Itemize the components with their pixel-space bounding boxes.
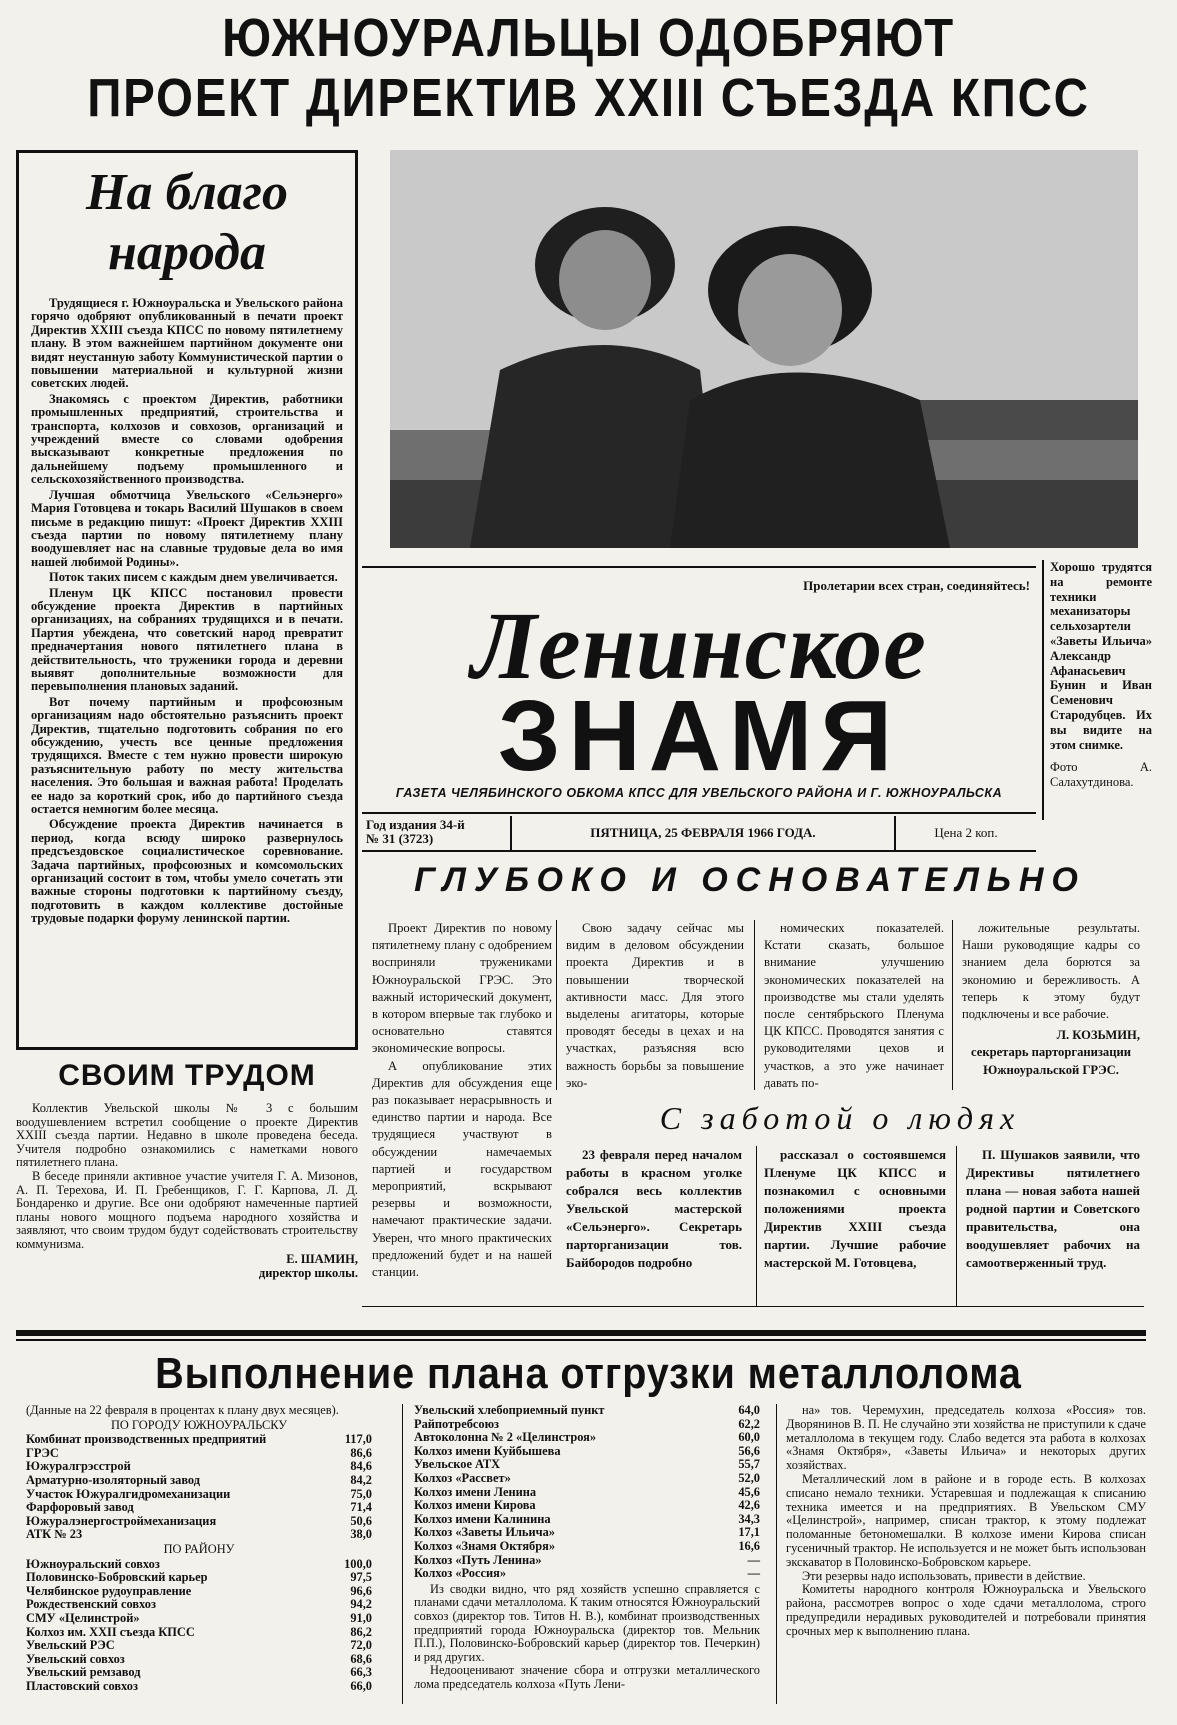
row-value: 34,3 — [738, 1511, 760, 1526]
caption-text: Хорошо трудятся на ремонте техники механизаторы сельхозартели «Заветы Ильича» Александр Афанасьевич Бунин и Иван Семенович Стародубцев. Их вы видите на этом снимке. — [1050, 560, 1152, 752]
row-name: Колхоз имени Калинина — [414, 1511, 551, 1526]
issue-info-line — [362, 816, 1036, 852]
photo-caption — [1042, 560, 1152, 820]
row-name: Рождественский совхоз — [26, 1597, 156, 1612]
article4-paragraph: Коллектив Увельской школы № 3 с большим воодушевлением встретил сообщение о проекте Директив XXIII съезда партии. Недавно в школе проведена беседа. Учителя подробно ознакомились с наметками нового пятилетнего плана. — [16, 1101, 358, 1170]
left-article-body — [31, 297, 343, 926]
row-value: 71,4 — [350, 1500, 372, 1515]
article2-paragraph: ложительные результаты. Наши руководящие кадры со знанием дела борются за экономию и бережливость. А теперь к этому будут подключены и все рабочие. — [962, 921, 1140, 1022]
column-rule — [402, 1404, 403, 1704]
row-name: Колхоз «Путь Ленина» — [414, 1552, 542, 1567]
article2-column-4 — [962, 920, 1140, 1092]
table-row — [414, 1567, 760, 1581]
left-paragraph: Лучшая обмотчица Увельского «Сельэнерго» Мария Готовцева и токарь Василий Шушаков в своем письме в редакцию пишут: «Проект Директив XXIII съезда партии по новому пятилетнему плану воодушевляет нас на славные трудовые дела во имя нашей любимой Родины». — [31, 487, 343, 569]
row-name: Половинско-Бобровский карьер — [26, 1570, 208, 1585]
bottom-paragraph: Металлический лом в районе и в городе есть. В колхозах списано немало техники. Устаревшая и подлежащая к списанию техника имеется и на предприятиях. В Увельском СМУ «Целинстрой», например, списан трактор, к этому подлежат поломанные бетономешалки. В колхозе имени Кирова списан гусеничный трактор. Не используется и не может быть использован экскаватор в Половинско-Бобровском карьере. — [786, 1471, 1146, 1569]
bottom-paragraph: Недооценивают значение сбора и отгрузки металлического лома председатель колхоза «Путь Лени- — [414, 1663, 760, 1691]
article4-signature — [16, 1252, 358, 1280]
article4-paragraph: В беседе приняли активное участие учителя Г. А. Мизонов, А. П. Терехова, И. П. Гребенщиков, Г. Г. Карпова, Л. Д. Бондаренко и другие. Все они одобряют намеченные партией планы нового мощного подъема народного хозяйства и заявляют, что своим трудом будут содействовать строительству коммунизма. — [16, 1168, 358, 1251]
table-row — [26, 1558, 372, 1572]
scrap-table-column-1 — [26, 1404, 372, 1693]
table-note: (Данные на 22 февраля в процентах к плану двух месяцев). — [26, 1403, 339, 1417]
article3-column-3 — [966, 1146, 1140, 1272]
table-row — [26, 1528, 372, 1542]
row-name: Колхоз «Заветы Ильича» — [414, 1525, 555, 1540]
row-name: Фарфоровый завод — [26, 1500, 134, 1515]
left-paragraph: Обсуждение проекта Директив начинается в период, когда всюду широко развернулось предсъездовское социалистическое соревнование. Задача партийных, профсоюзных и комсомольских организаций состоит в том, чтобы умело сочетать эти важные стороны подготовки к партийному съезду, подготовить в каждом коллективе достойные трудовые подарки форуму ленинской партии. — [31, 817, 343, 926]
table-row — [414, 1445, 760, 1459]
article3-paragraph: 23 февраля перед началом работы в красном уголке собрался весь коллектив Увельской мастерской «Сельэнерго». Секретарь парторганизации тов. Байбородов подробно — [566, 1147, 742, 1270]
row-name: Колхоз «Россия» — [414, 1566, 507, 1581]
article4-body — [16, 1102, 358, 1280]
table-row — [26, 1598, 372, 1612]
table-row — [26, 1639, 372, 1653]
row-value: 62,2 — [738, 1416, 760, 1431]
row-value: 72,0 — [350, 1638, 372, 1653]
article2-signature: Л. КОЗЬМИН, — [1056, 1028, 1140, 1043]
article4-signature-role: директор школы. — [258, 1265, 358, 1280]
table-row — [26, 1515, 372, 1529]
divider-rule — [362, 1306, 1144, 1307]
row-name: Арматурно-изоляторный завод — [26, 1472, 201, 1487]
column-rule — [952, 920, 953, 1090]
row-value: 45,6 — [738, 1484, 760, 1499]
table-row — [414, 1554, 760, 1568]
row-value: 38,0 — [350, 1527, 372, 1542]
district-rows — [26, 1558, 372, 1694]
row-name: Колхоз имени Куйбышева — [414, 1443, 561, 1458]
bottom-title-text: Выполнение плана отгрузки металлолома — [155, 1349, 1022, 1398]
row-value: 55,7 — [738, 1457, 760, 1472]
row-value: 17,1 — [738, 1525, 760, 1540]
table-row — [414, 1540, 760, 1554]
column-rule — [776, 1404, 777, 1704]
row-name: Пластовский совхоз — [26, 1678, 138, 1693]
row-value: 117,0 — [344, 1432, 372, 1447]
main-headline — [0, 8, 1177, 128]
row-value: 86,6 — [350, 1445, 372, 1460]
row-value: 94,2 — [350, 1597, 372, 1612]
article3-column-1 — [566, 1146, 742, 1272]
table-row — [414, 1458, 760, 1472]
table-row — [26, 1666, 372, 1680]
masthead-title-line-1: Ленинское — [471, 592, 927, 699]
row-value: — — [747, 1566, 760, 1581]
col2-rows — [414, 1404, 760, 1581]
row-value: 64,0 — [738, 1403, 760, 1417]
masthead-subtitle: ГАЗЕТА ЧЕЛЯБИНСКОГО ОБКОМА КПСС ДЛЯ УВЕЛЬСКОГО РАЙОНА И Г. ЮЖНОУРАЛЬСКА — [395, 786, 1003, 800]
left-paragraph: Знакомясь с проектом Директив, работники промышленных предприятий, строительства и транспорта, колхозов и совхозов, организаций и учреждений вместе со словами одобрения высказывают конкретные предложения по дальнейшему подъему промышленного и сельскохозяйственного производства. — [31, 391, 343, 487]
table-row — [414, 1513, 760, 1527]
row-value: 68,6 — [350, 1651, 372, 1666]
row-value: 97,5 — [350, 1570, 372, 1585]
column-rule — [556, 920, 557, 1090]
table-row — [26, 1612, 372, 1626]
article2-title: ГЛУБОКО И ОСНОВАТЕЛЬНО — [414, 861, 1086, 899]
row-value: 16,6 — [738, 1538, 760, 1553]
row-value: 66,3 — [350, 1665, 372, 1680]
row-name: СМУ «Целинстрой» — [26, 1610, 140, 1625]
city-rows — [26, 1433, 372, 1542]
row-value: 66,0 — [350, 1678, 372, 1693]
table-row — [414, 1404, 760, 1418]
table-row — [26, 1433, 372, 1447]
table-group-header: ПО ГОРОДУ ЮЖНОУРАЛЬСКУ — [110, 1417, 288, 1432]
row-name: Увельский хлебоприемный пункт — [414, 1403, 605, 1417]
scrap-table-column-2 — [414, 1404, 760, 1691]
article2-paragraph: Проект Директив по новому пятилетнему плану с одобрением восприняли тружениками Южноуральской ГРЭС. Это важный исторический документ, в котором впервые так глубоко и основательно ставятся экономические вопросы. — [372, 921, 552, 1056]
row-value: 91,0 — [350, 1610, 372, 1625]
row-name: Южуралэнергостроймеханизация — [26, 1513, 217, 1528]
row-name: Увельский РЭС — [26, 1638, 115, 1653]
bottom-column-3-text — [786, 1404, 1146, 1639]
row-value: 56,6 — [738, 1443, 760, 1458]
left-title-line-1: На благо — [86, 164, 288, 221]
row-name: Колхоз имени Ленина — [414, 1484, 537, 1499]
row-name: Комбинат производственных предприятий — [26, 1432, 267, 1447]
table-row — [414, 1526, 760, 1540]
table-row — [26, 1474, 372, 1488]
issue-date: ПЯТНИЦА, 25 ФЕВРАЛЯ 1966 ГОДА. — [512, 816, 896, 850]
row-name: Автоколонна № 2 «Целинстроя» — [414, 1430, 597, 1445]
article2-column-1 — [372, 920, 552, 1310]
table-group-header: ПО РАЙОНУ — [163, 1541, 235, 1556]
article2-signature-role: секретарь парторганизации Южноуральской ГРЭС. — [971, 1045, 1131, 1077]
row-value: — — [747, 1552, 760, 1567]
table-row — [414, 1499, 760, 1513]
article3-paragraph: рассказал о состоявшемся Пленуме ЦК КПСС и познакомил с основными положениями проекта Директив XXIII съезда партии. Лучшие рабочие мастерской М. Готовцева, — [764, 1147, 946, 1270]
left-paragraph: Поток таких писем с каждым днем увеличивается. — [49, 570, 338, 585]
table-row — [26, 1626, 372, 1640]
bottom-paragraph: Эти резервы надо использовать, привести в действие. — [802, 1568, 1086, 1583]
row-name: Колхоз им. XXII съезда КПСС — [26, 1624, 195, 1639]
newspaper-masthead — [362, 566, 1036, 814]
issue-price: Цена 2 коп. — [934, 825, 998, 840]
bottom-paragraph: Из сводки видно, что ряд хозяйств успешно справляется с планами сдачи металлолома. К таким относятся Южноуральский совхоз (директор тов. Титов Н. В.), комбинат производственных предприятий города Южноуральска (директор тов. Мельник П.П.), Половинско-Бобровский карьер (директор тов. Печеркин) и ряд других. — [414, 1581, 760, 1664]
article3-title: С заботой о людях — [659, 1100, 1021, 1136]
row-value: 60,0 — [738, 1430, 760, 1445]
row-name: Райпотребсоюз — [414, 1416, 500, 1431]
table-row — [414, 1472, 760, 1486]
table-row — [26, 1653, 372, 1667]
left-paragraph: Вот почему партийным и профсоюзным организациям надо обстоятельно разъяснить проект Директив, тщательно подготовить собрания по его обсуждению, учесть все ценные предложения трудящихся. Вместе с тем нужно провести широкую разъяснительную работу по месту жительства населения. Это большая и важная работа! Проделать ее надо за короткий срок, ибо до партийного съезда остается немногим более месяца. — [31, 694, 343, 817]
row-name: Увельский совхоз — [26, 1651, 125, 1666]
table-row — [414, 1418, 760, 1432]
article2-paragraph: А опубликование этих Директив для обсуждения еще раз показывает нерасрывность и единство партии и народа. Все трудящиеся участвуют в обсуждении намечаемых партией и государством мероприятий, вскрывают резервы и возможности, намечают практические задачи. Уверен, что много практических предложений будет и на нашей станции. — [372, 1058, 552, 1280]
issue-year-number — [362, 816, 512, 850]
article4-signature-name: Е. ШАМИН, — [286, 1251, 358, 1266]
article2-paragraph: Свою задачу сейчас мы видим в деловом обсуждении проекта Директив и в повышении творческой активности масс. Для этого выделены агитаторы, которые проводят беседы в цехах и на участках, разъясняя всю важность борьбы за повышение эко- — [566, 921, 744, 1090]
left-title-line-2: народа — [108, 224, 266, 281]
row-name: Колхоз «Рассвет» — [414, 1470, 511, 1485]
row-name: Колхоз «Знамя Октября» — [414, 1538, 556, 1553]
bottom-column-2-text — [414, 1583, 760, 1692]
table-row — [26, 1571, 372, 1585]
article2-paragraph: номических показателей. Кстати сказать, большое внимание улучшению экономических показателей на производстве мы стали уделять после сентябрьского Пленума ЦК КПСС. Проводятся занятия с руководителями цехов и участков, а это уже начинает давать по- — [764, 921, 944, 1090]
row-name: Челябинское рудоуправление — [26, 1583, 192, 1598]
row-name: Увельское АТХ — [414, 1457, 501, 1472]
section-divider-thin — [16, 1339, 1146, 1341]
row-name: Участок Южуралгидромеханизации — [26, 1486, 231, 1501]
article4 — [16, 1056, 358, 1280]
headline-line-2: ПРОЕКТ ДИРЕКТИВ XXIII СЪЕЗДА КПСС — [87, 68, 1090, 128]
row-value: 84,2 — [350, 1472, 372, 1487]
article3-paragraph: П. Шушаков заявили, что Директивы пятилетнего плана — новая забота нашей родной партии и Советского правительства, она воодушевляет рабочих на самоотверженный труд. — [966, 1147, 1140, 1270]
row-value: 84,6 — [350, 1459, 372, 1474]
table-row — [26, 1488, 372, 1502]
table-row — [414, 1431, 760, 1445]
article4-title: СВОИМ ТРУДОМ — [58, 1059, 316, 1092]
left-paragraph: Пленум ЦК КПСС постановил провести обсуждение проекта Директив в партийных организациях, на собраниях трудящихся и в печати. Партия убеждена, что советский народ превратит предначертания нового пятилетнего плана в действительность, что труженики города и деревни выявят дополнительные возможности для перевыполнения плановых заданий. — [31, 585, 343, 694]
row-name: ГРЭС — [26, 1445, 59, 1460]
row-name: Увельский ремзавод — [26, 1665, 141, 1680]
photo-illustration — [390, 150, 1138, 548]
row-name: Южуралгрэсстрой — [26, 1459, 131, 1474]
row-value: 75,0 — [350, 1486, 372, 1501]
caption-credit: Фото А. Салахутдинова. — [1050, 760, 1152, 790]
issue-year: Год издания 34-й — [366, 817, 465, 832]
left-paragraph: Трудящиеся г. Южноуральска и Увельского района горячо одобряют опубликованный в печати проект Директив XXIII съезда КПСС по новому пятилетнему плану. В этом важнейшем партийном документе они видят неустанную заботу Коммунистической партии о повышении материальной и культурной жизни советских людей. — [31, 296, 343, 391]
front-page-photo — [390, 150, 1138, 548]
left-article-title — [31, 163, 343, 283]
row-name: АТК № 23 — [26, 1527, 83, 1542]
article3-column-2 — [764, 1146, 946, 1272]
left-article-box — [16, 150, 358, 1050]
article2-column-3 — [764, 920, 944, 1092]
article2-column-2 — [566, 920, 744, 1092]
masthead-slogan: Пролетарии всех стран, соединяйтесь! — [803, 578, 1030, 593]
table-row — [414, 1486, 760, 1500]
section-divider — [16, 1330, 1146, 1336]
issue-number: № 31 (3723) — [366, 831, 434, 846]
headline-line-1: ЮЖНОУРАЛЬЦЫ ОДОБРЯЮТ — [222, 8, 955, 68]
row-value: 86,2 — [350, 1624, 372, 1639]
row-name: Южноуральский совхоз — [26, 1556, 160, 1571]
column-rule — [754, 920, 755, 1090]
row-value: 96,6 — [350, 1583, 372, 1598]
column-rule — [756, 1146, 757, 1306]
row-value: 52,0 — [738, 1470, 760, 1485]
masthead-title-line-2: ЗНАМЯ — [497, 680, 901, 792]
row-value: 50,6 — [350, 1513, 372, 1528]
bottom-paragraph: на» тов. Черемухин, председатель колхоза «Россия» тов. Дворянинов В. П. Не случайно эти хозяйства не приступили к сдаче металлолома в текущем году. Слабо ведется эта работа в колхозах «Знамя Октября», «Заветы Ильича» и некоторых других хозяйствах. — [786, 1403, 1146, 1473]
table-row — [26, 1680, 372, 1694]
table-row — [26, 1460, 372, 1474]
row-value: 100,0 — [344, 1556, 372, 1571]
table-row — [26, 1447, 372, 1461]
bottom-paragraph: Комитеты народного контроля Южноуральска и Увельского района, рассмотрев вопрос о ходе сдачи металлолома, строго предупредили нерадивых руководителей и потребовали принятия срочных мер к выполнению плана. — [786, 1582, 1146, 1638]
table-row — [26, 1501, 372, 1515]
table-row — [26, 1585, 372, 1599]
column-rule — [956, 1146, 957, 1306]
row-name: Колхоз имени Кирова — [414, 1498, 536, 1513]
bottom-section-title — [0, 1346, 1177, 1402]
row-value: 42,6 — [738, 1498, 760, 1513]
